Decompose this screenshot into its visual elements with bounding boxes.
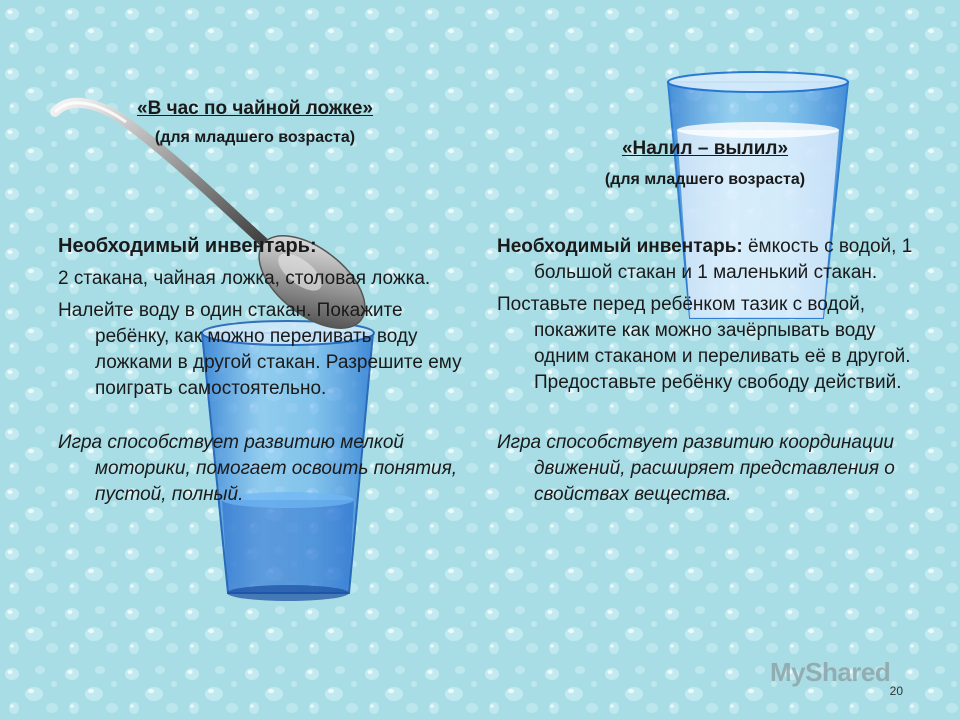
right-title: «Налил – вылил»: [621, 138, 789, 159]
left-title: «В час по чайной ложке»: [137, 98, 373, 119]
right-subtitle: (для младшего возраста): [604, 171, 806, 188]
left-inventory-text: 2 стакана, чайная ложка, столовая ложка.: [58, 268, 431, 289]
right-benefit: Игра способствует развитию координации движений, расширяет представления о свойствах вещества.: [497, 432, 895, 505]
right-inventory: [497, 234, 917, 286]
right-inventory-heading: Необходимый инвентарь:: [497, 236, 743, 257]
left-instructions: Налейте воду в один стакан. Покажите ребёнку, как можно переливать воду ложками в другой стакан. Разрешите ему поиграть самостоятельно.: [58, 300, 462, 399]
left-benefit: Игра способствует развитию мелкой моторики, помогает освоить понятия, пустой, полный.: [58, 432, 458, 505]
left-subtitle: (для младшего возраста): [154, 129, 356, 146]
left-column: [58, 235, 478, 514]
page-number: 20: [889, 684, 903, 698]
watermark-logo: MyShared: [770, 657, 891, 687]
right-instructions: Поставьте перед ребёнком тазик с водой, покажите как можно зачёрпывать воду одним стаканом и переливать её в другой. Предоставьте ребёнку свободу действий.: [497, 294, 911, 393]
right-inventory-text: ёмкость с водой, 1 большой стакан и 1 маленький стакан.: [534, 236, 913, 283]
right-column: [497, 234, 917, 514]
left-inventory-heading: Необходимый инвентарь:: [58, 235, 317, 257]
